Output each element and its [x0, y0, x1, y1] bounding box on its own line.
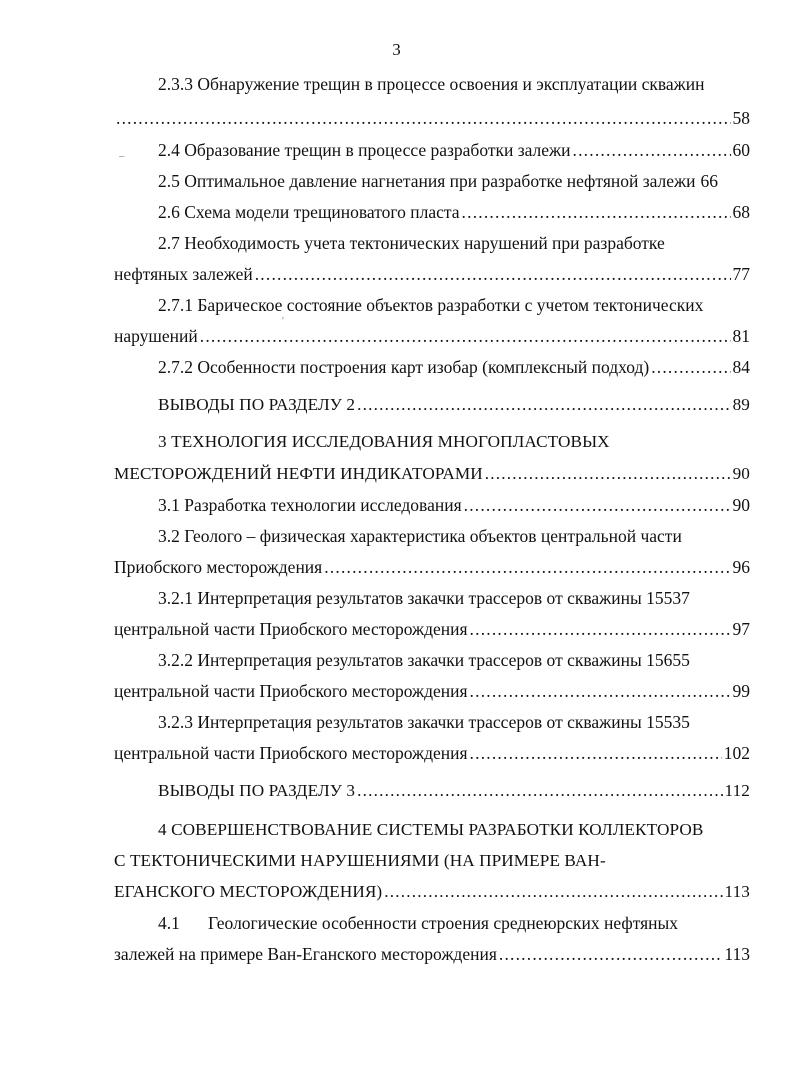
toc-entry-text: 2.7 Необходимость учета тектонических нарушений при разработке: [158, 233, 665, 253]
toc-page-number: 84: [732, 357, 750, 377]
toc-entry-number: 4.1: [158, 913, 180, 933]
toc-entry-text: 3.1 Разработка технологии исследования: [158, 495, 462, 515]
toc-entry-text: 3.2.1 Интерпретация результатов закачки трассеров от скважины 15537: [158, 588, 690, 608]
toc-page-number: 90: [732, 464, 750, 483]
dot-leader: [651, 353, 730, 381]
dot-leader: [485, 460, 731, 488]
toc-entry-text: ЕГАНСКОГО МЕСТОРОЖДЕНИЯ): [114, 882, 383, 901]
toc-entry-conclusions-3[interactable]: [114, 777, 750, 805]
toc-entry-3-2-title[interactable]: [114, 522, 750, 550]
toc-entry-4-1-title[interactable]: [114, 909, 750, 937]
toc-page-number: 112: [724, 781, 750, 800]
toc-entry-text: 2.4 Образование трещин в процессе разработки залежи: [158, 140, 571, 160]
toc-page-number: 113: [724, 944, 750, 964]
dot-leader: [462, 198, 731, 226]
toc-entry-text: центральной части Приобского месторождения: [114, 743, 468, 763]
toc-entry-2-7-leader[interactable]: [114, 260, 750, 288]
toc-entry-3-2-3-leader[interactable]: [114, 739, 750, 767]
toc-page-number: 60: [732, 140, 750, 160]
toc-page-number: 58: [732, 108, 750, 128]
toc-page-number: 96: [732, 557, 750, 577]
toc-page-number: 99: [732, 681, 750, 701]
toc-entry-3-2-2-leader[interactable]: [114, 677, 750, 705]
scan-mark: –: [119, 150, 125, 162]
toc-entry-text: 2.7.2 Особенности построения карт изобар (комплексный подход): [158, 357, 650, 377]
toc-entry-conclusions-2[interactable]: [114, 391, 750, 419]
toc-page-number: 89: [732, 395, 750, 414]
toc-entry-2-7-1-title[interactable]: [114, 291, 750, 319]
toc-chapter-4-leader[interactable]: [114, 878, 750, 906]
toc-entry-2-5[interactable]: [114, 167, 750, 195]
toc-page-number: 97: [732, 619, 750, 639]
dot-leader: [357, 777, 722, 805]
dot-leader: [357, 391, 730, 419]
toc-chapter-3-leader[interactable]: [114, 460, 750, 488]
toc-entry-text: 2.7.1 Барическое состояние объектов разработки с учетом тектонических: [158, 295, 704, 315]
toc-page-number: 66: [700, 171, 719, 191]
toc-chapter-3-title[interactable]: [114, 428, 750, 456]
dot-leader: [499, 940, 723, 968]
dot-leader: [324, 553, 730, 581]
toc-entry-text: С ТЕКТОНИЧЕСКИМИ НАРУШЕНИЯМИ (НА ПРИМЕРЕ ВАН-: [114, 851, 606, 870]
toc-entry-text: Приобского месторождения: [114, 557, 323, 577]
toc-entry-text: 2.3.3 Обнаружение трещин в процессе освоения и эксплуатации скважин: [158, 74, 705, 94]
toc-entry-3-1[interactable]: [114, 491, 750, 519]
toc-entry-3-2-2-title[interactable]: [114, 646, 750, 674]
toc-page-number: 113: [724, 882, 750, 901]
toc-entry-3-2-leader[interactable]: [114, 553, 750, 581]
page-number: 3: [392, 40, 401, 59]
scan-mark: ′: [282, 316, 285, 327]
toc-page-number: 81: [732, 326, 750, 346]
toc-entry-text: нефтяных залежей: [114, 264, 253, 284]
toc-page-number: 77: [732, 264, 750, 284]
toc-entry-text: 3.2 Геолого – физическая характеристика объектов центральной части: [158, 526, 682, 546]
toc-entry-4-1-leader[interactable]: [114, 940, 750, 968]
toc-entry-text: 2.6 Схема модели трещиноватого пласта: [158, 202, 460, 222]
toc-entry-text: нарушений: [114, 326, 198, 346]
toc-entry-3-2-1-leader[interactable]: [114, 615, 750, 643]
toc-entry-text: центральной части Приобского месторождения: [114, 681, 468, 701]
toc-page-number: 90: [732, 495, 750, 515]
toc-page-number: 102: [723, 743, 750, 763]
toc-chapter-4-title-continued[interactable]: [114, 847, 750, 875]
toc-entry-text: центральной части Приобского месторождения: [114, 619, 468, 639]
toc-entry-2-3-3-leader[interactable]: [114, 104, 750, 132]
toc-entry-text: ВЫВОДЫ ПО РАЗДЕЛУ 3: [158, 781, 356, 800]
dot-leader: [573, 136, 731, 164]
dot-leader: [470, 615, 731, 643]
dot-leader: [384, 878, 722, 906]
dot-leader: [116, 104, 731, 132]
dot-leader: [464, 491, 731, 519]
toc-entry-text: ВЫВОДЫ ПО РАЗДЕЛУ 2: [158, 395, 356, 414]
toc-entry-2-3-3-title[interactable]: [114, 70, 750, 98]
dot-leader: [470, 677, 731, 705]
toc-entry-3-2-3-title[interactable]: [114, 708, 750, 736]
toc-entry-2-4[interactable]: [114, 136, 750, 164]
toc-page-number: 68: [732, 202, 750, 222]
toc-entry-text: 3.2.3 Интерпретация результатов закачки трассеров от скважины 15535: [158, 712, 690, 732]
toc-entry-2-6[interactable]: [114, 198, 750, 226]
dot-leader: [470, 739, 722, 767]
toc-entry-text: 3.2.2 Интерпретация результатов закачки трассеров от скважины 15655: [158, 650, 690, 670]
dot-leader: [200, 322, 731, 350]
dot-leader: [255, 260, 731, 288]
toc-entry-2-7-title[interactable]: [114, 229, 750, 257]
toc-entry-text: залежей на примере Ван-Еганского месторождения: [114, 944, 497, 964]
toc-entry-2-7-1-leader[interactable]: [114, 322, 750, 350]
toc-entry-text: 4 СОВЕРШЕНСТВОВАНИЕ СИСТЕМЫ РАЗРАБОТКИ КОЛЛЕКТОРОВ: [158, 820, 704, 839]
toc-entry-text: 2.5 Оптимальное давление нагнетания при разработке нефтяной залежи: [158, 171, 696, 191]
toc-entry-text: МЕСТОРОЖДЕНИЙ НЕФТИ ИНДИКАТОРАМИ: [114, 464, 483, 483]
toc-entry-2-7-2[interactable]: [114, 353, 750, 381]
toc-entry-text: Геологические особенности строения среднеюрских нефтяных: [208, 913, 679, 933]
toc-chapter-4-title[interactable]: [114, 816, 750, 844]
toc-entry-3-2-1-title[interactable]: [114, 584, 750, 612]
toc-entry-text: 3 ТЕХНОЛОГИЯ ИССЛЕДОВАНИЯ МНОГОПЛАСТОВЫХ: [158, 432, 610, 451]
